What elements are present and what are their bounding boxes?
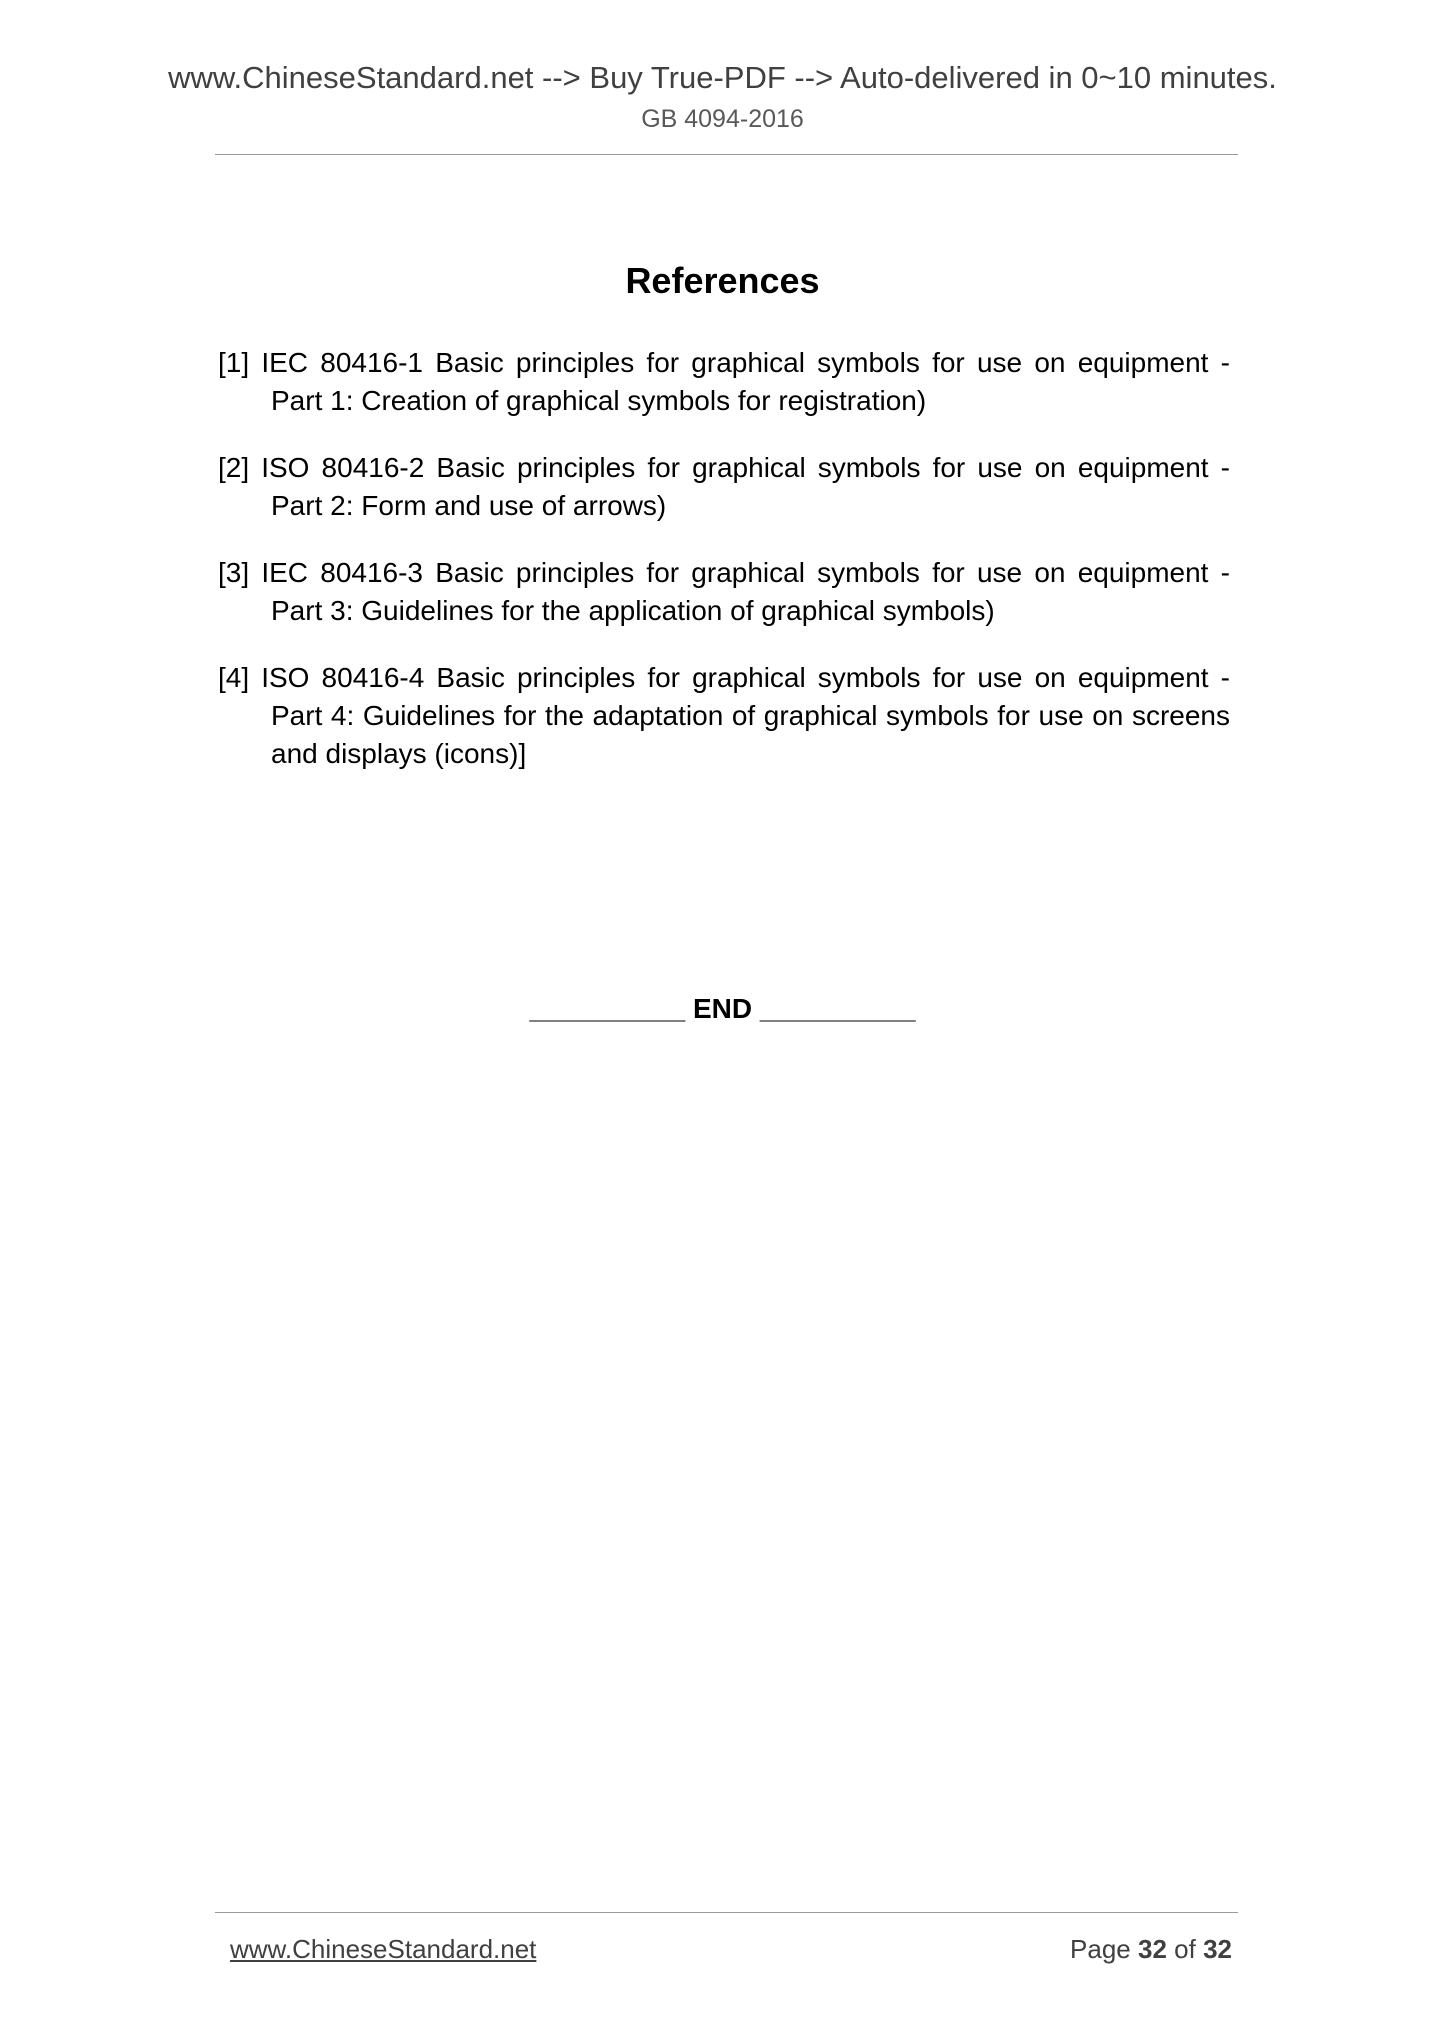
footer-site-link[interactable]: www.ChineseStandard.net [230,1934,537,1964]
reference-item-1: [1] IEC 80416-1 Basic principles for graphical symbols for use on equipment - Part 1: Creation of graphical symbols for registration) [218,347,1230,416]
total-pages: 32 [1203,1934,1232,1964]
current-page: 32 [1138,1934,1167,1964]
document-code: GB 4094-2016 [641,105,804,133]
footer-divider [215,1912,1238,1913]
page-of-label: of [1174,1934,1196,1964]
reference-item-2: [2] ISO 80416-2 Basic principles for graphical symbols for use on equipment - Part 2: Form and use of arrows) [218,452,1230,521]
header-divider [215,154,1238,155]
page-number [1070,1932,1232,1966]
end-marker: __________ END __________ [529,993,916,1024]
reference-list [218,344,1230,802]
reference-item-3: [3] IEC 80416-3 Basic principles for graphical symbols for use on equipment - Part 3: Guidelines for the application of graphical symbols) [218,557,1230,626]
header-banner: www.ChineseStandard.net --> Buy True-PDF --> Auto-delivered in 0~10 minutes. [168,60,1277,95]
reference-item-4: [4] ISO 80416-4 Basic principles for graphical symbols for use on equipment - Part 4: Guidelines for the adaptation of graphical symbols for use on screens and displays (icons)] [218,662,1230,769]
page-label: Page [1070,1934,1131,1964]
page-title: References [625,260,820,301]
